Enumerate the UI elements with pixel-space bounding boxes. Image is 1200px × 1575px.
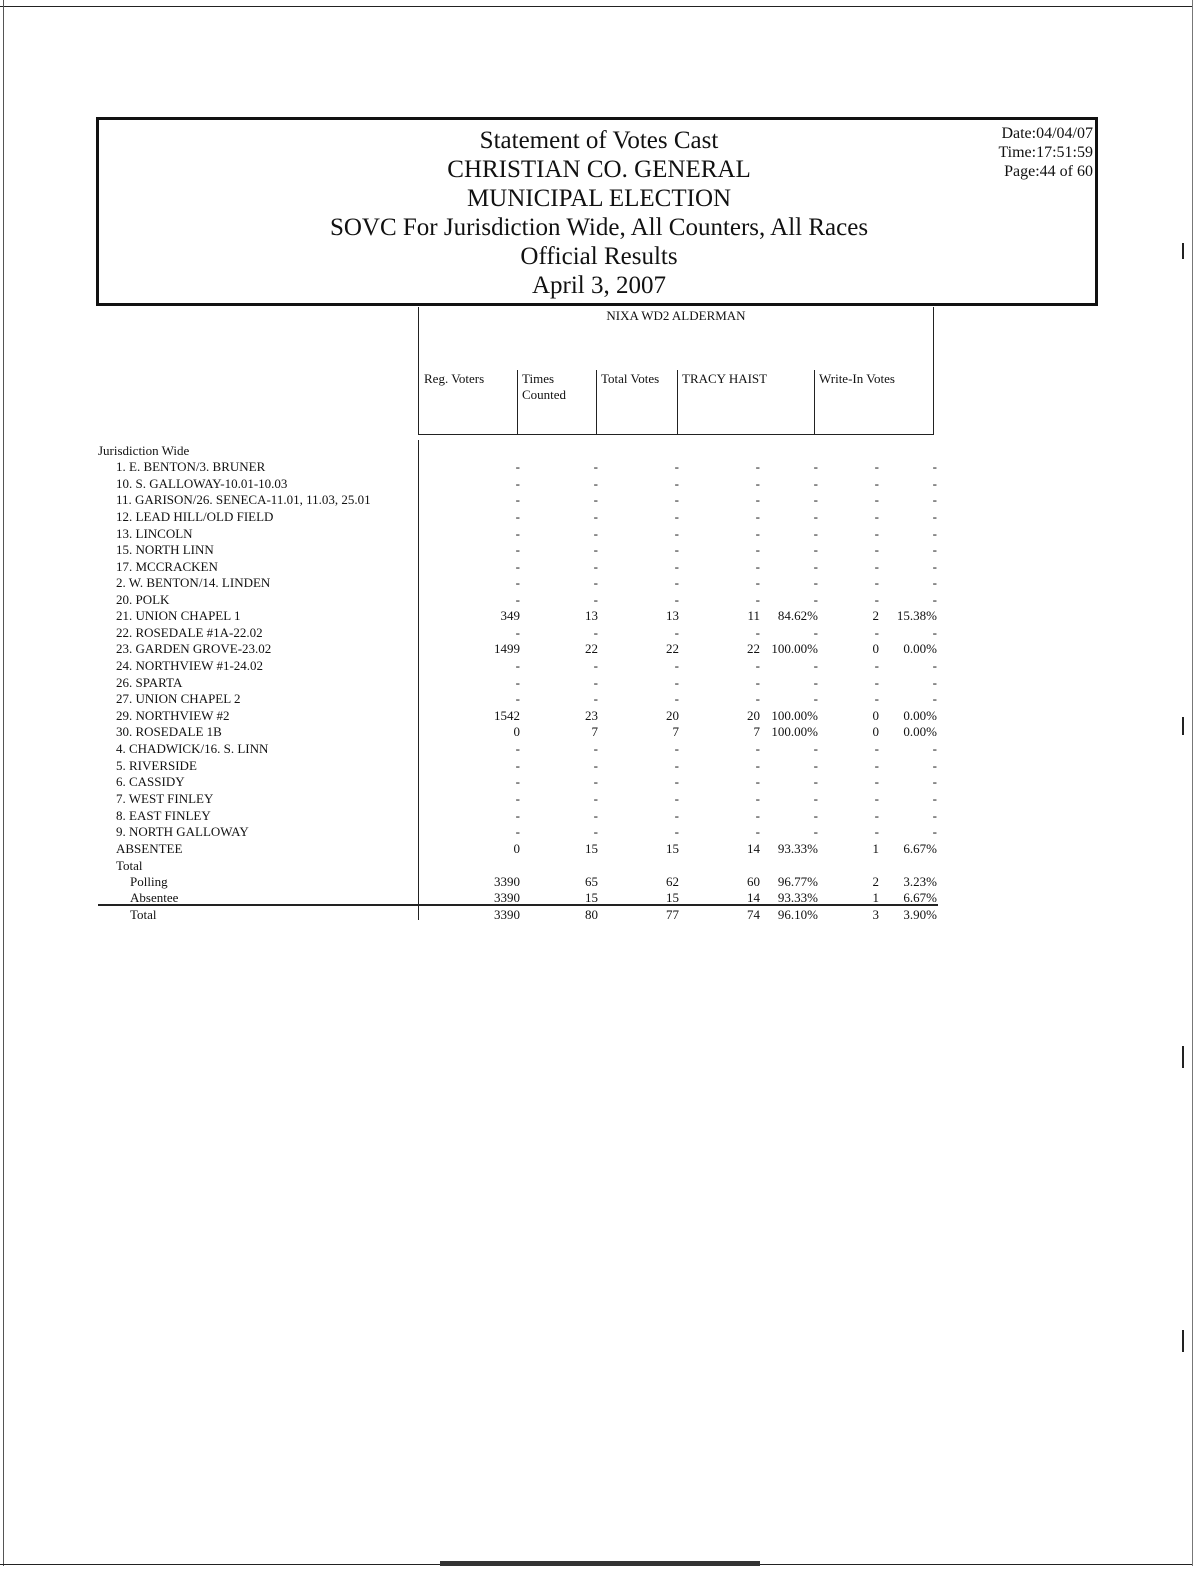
- write-in-votes-cell: -: [874, 492, 879, 507]
- write-in-votes-cell: 2: [872, 874, 879, 889]
- table-row: [0, 674, 950, 691]
- times-counted-cell: -: [593, 476, 598, 491]
- table-row: [0, 840, 950, 857]
- row-label: 17. MCCRACKEN: [116, 559, 218, 574]
- write-in-pct-cell: -: [932, 476, 937, 491]
- write-in-votes-cell: -: [874, 824, 879, 839]
- candidate-votes-cell: 22: [747, 641, 760, 656]
- reg-voters-cell: -: [515, 509, 520, 524]
- times-counted-cell: -: [593, 559, 598, 574]
- table-row: [0, 525, 950, 542]
- table-row: [0, 690, 950, 707]
- candidate-pct-cell: -: [813, 758, 818, 773]
- write-in-votes-cell: -: [874, 559, 879, 574]
- times-counted-cell: 15: [585, 890, 598, 905]
- write-in-pct-cell: -: [932, 791, 937, 806]
- title-line: Statement of Votes Cast: [479, 127, 719, 154]
- table-row: [0, 475, 950, 492]
- write-in-votes-cell: -: [874, 758, 879, 773]
- scan-mark: [1182, 717, 1184, 735]
- candidate-votes-cell: -: [755, 492, 760, 507]
- candidate-pct-cell: 84.62%: [777, 608, 818, 623]
- write-in-votes-cell: -: [874, 741, 879, 756]
- candidate-pct-cell: -: [813, 459, 818, 474]
- row-label: 29. NORTHVIEW #2: [116, 708, 230, 723]
- table-row: [0, 857, 950, 874]
- reg-voters-cell: 3390: [494, 890, 520, 905]
- row-label: 4. CHADWICK/16. S. LINN: [116, 741, 269, 756]
- scan-mark: [1182, 1046, 1184, 1068]
- candidate-votes-cell: -: [755, 808, 760, 823]
- candidate-votes-cell: -: [755, 509, 760, 524]
- reg-voters-cell: -: [515, 625, 520, 640]
- total-votes-cell: 15: [666, 890, 679, 905]
- times-counted-cell: 7: [591, 724, 598, 739]
- row-label: 13. LINCOLN: [116, 526, 193, 541]
- row-label: Total: [130, 907, 157, 922]
- total-votes-cell: 13: [666, 608, 679, 623]
- times-counted-cell: -: [593, 509, 598, 524]
- table-row: [0, 442, 950, 459]
- row-label: 24. NORTHVIEW #1-24.02: [116, 658, 264, 673]
- write-in-pct-cell: 15.38%: [896, 608, 937, 623]
- report-header: [96, 117, 1098, 306]
- title-line: MUNICIPAL ELECTION: [466, 185, 732, 212]
- report-date: Date:04/04/07: [1001, 125, 1093, 142]
- reg-voters-cell: -: [515, 791, 520, 806]
- total-votes-cell: -: [674, 559, 679, 574]
- times-counted-cell: -: [593, 592, 598, 607]
- reg-voters-cell: 1499: [494, 641, 520, 656]
- reg-voters-cell: 349: [500, 608, 520, 623]
- write-in-votes-cell: -: [874, 791, 879, 806]
- candidate-votes-cell: -: [755, 774, 760, 789]
- page-number: Page:44 of 60: [1004, 163, 1093, 180]
- table-row: [0, 591, 950, 608]
- table-row: [0, 790, 950, 807]
- reg-voters-cell: 0: [513, 841, 520, 856]
- reg-voters-cell: -: [515, 741, 520, 756]
- candidate-votes-cell: -: [755, 459, 760, 474]
- write-in-pct-cell: 0.00%: [903, 708, 937, 723]
- candidate-pct-cell: -: [813, 675, 818, 690]
- write-in-votes-cell: -: [874, 509, 879, 524]
- write-in-votes-cell: -: [874, 526, 879, 541]
- col-reg-voters: Reg. Voters: [424, 371, 485, 386]
- candidate-pct-cell: -: [813, 575, 818, 590]
- reg-voters-cell: 3390: [494, 874, 520, 889]
- write-in-votes-cell: 0: [872, 724, 879, 739]
- reg-voters-cell: -: [515, 575, 520, 590]
- write-in-pct-cell: -: [932, 559, 937, 574]
- reg-voters-cell: -: [515, 592, 520, 607]
- candidate-votes-cell: -: [755, 658, 760, 673]
- total-votes-cell: -: [674, 791, 679, 806]
- table-divider: [814, 370, 815, 434]
- total-votes-cell: -: [674, 774, 679, 789]
- report-meta: [998, 124, 1093, 181]
- write-in-pct-cell: 6.67%: [903, 890, 937, 905]
- candidate-pct-cell: 96.10%: [777, 907, 818, 922]
- candidate-votes-cell: 11: [747, 608, 760, 623]
- table-divider: [418, 307, 419, 434]
- row-label: 10. S. GALLOWAY-10.01-10.03: [116, 476, 288, 491]
- row-label: Absentee: [130, 890, 179, 905]
- reg-voters-cell: -: [515, 774, 520, 789]
- candidate-pct-cell: -: [813, 658, 818, 673]
- write-in-votes-cell: -: [874, 691, 879, 706]
- write-in-votes-cell: -: [874, 459, 879, 474]
- write-in-pct-cell: -: [932, 592, 937, 607]
- reg-voters-cell: -: [515, 808, 520, 823]
- write-in-votes-cell: -: [874, 542, 879, 557]
- table-row: [0, 558, 950, 575]
- candidate-pct-cell: -: [813, 625, 818, 640]
- write-in-pct-cell: -: [932, 824, 937, 839]
- times-counted-cell: -: [593, 658, 598, 673]
- write-in-votes-cell: 1: [872, 841, 879, 856]
- candidate-votes-cell: -: [755, 791, 760, 806]
- write-in-pct-cell: -: [932, 675, 937, 690]
- title-line: SOVC For Jurisdiction Wide, All Counters, All Races: [329, 214, 869, 241]
- times-counted-cell: -: [593, 625, 598, 640]
- times-counted-cell: -: [593, 824, 598, 839]
- candidate-pct-cell: -: [813, 774, 818, 789]
- times-counted-cell: -: [593, 526, 598, 541]
- table-row: [0, 541, 950, 558]
- row-label: 21. UNION CHAPEL 1: [116, 608, 241, 623]
- write-in-pct-cell: 0.00%: [903, 724, 937, 739]
- table-row: [0, 757, 950, 774]
- total-votes-cell: -: [674, 824, 679, 839]
- scan-mark: [1182, 243, 1184, 259]
- write-in-votes-cell: 1: [872, 890, 879, 905]
- report-time: Time:17:51:59: [998, 144, 1093, 161]
- candidate-votes-cell: -: [755, 542, 760, 557]
- candidate-votes-cell: -: [755, 526, 760, 541]
- table-row: [0, 906, 950, 923]
- table-row: [0, 624, 950, 641]
- candidate-pct-cell: 93.33%: [777, 890, 818, 905]
- write-in-pct-cell: -: [932, 509, 937, 524]
- page-border: [1192, 0, 1193, 1566]
- times-counted-cell: -: [593, 808, 598, 823]
- table-row: [0, 607, 950, 624]
- page-border: [0, 6, 1192, 7]
- table-row: [0, 657, 950, 674]
- write-in-votes-cell: -: [874, 808, 879, 823]
- candidate-pct-cell: -: [813, 808, 818, 823]
- col-times-counted: [522, 371, 566, 403]
- table-row: [0, 807, 950, 824]
- table-row: [0, 873, 950, 890]
- col-total-votes: Total Votes: [601, 371, 660, 386]
- write-in-pct-cell: -: [932, 542, 937, 557]
- write-in-pct-cell: -: [932, 658, 937, 673]
- times-counted-cell: 23: [585, 708, 598, 723]
- times-counted-cell: -: [593, 675, 598, 690]
- total-votes-cell: -: [674, 691, 679, 706]
- reg-voters-cell: 3390: [494, 907, 520, 922]
- reg-voters-cell: 1542: [494, 708, 520, 723]
- total-votes-cell: -: [674, 808, 679, 823]
- row-label: Total: [116, 858, 143, 873]
- write-in-pct-cell: 6.67%: [903, 841, 937, 856]
- row-label: 27. UNION CHAPEL 2: [116, 691, 241, 706]
- times-counted-cell: -: [593, 492, 598, 507]
- total-votes-cell: -: [674, 509, 679, 524]
- candidate-votes-cell: 60: [747, 874, 760, 889]
- candidate-votes-cell: 74: [747, 907, 760, 922]
- write-in-votes-cell: -: [874, 675, 879, 690]
- write-in-votes-cell: -: [874, 625, 879, 640]
- col-write-in: Write-In Votes: [819, 371, 895, 386]
- times-counted-cell: -: [593, 774, 598, 789]
- total-votes-cell: -: [674, 658, 679, 673]
- times-counted-cell: 15: [585, 841, 598, 856]
- total-votes-cell: -: [674, 741, 679, 756]
- table-row: [0, 508, 950, 525]
- candidate-pct-cell: 93.33%: [777, 841, 818, 856]
- write-in-votes-cell: -: [874, 476, 879, 491]
- total-votes-cell: -: [674, 575, 679, 590]
- total-votes-cell: 22: [666, 641, 679, 656]
- total-votes-cell: -: [674, 758, 679, 773]
- candidate-votes-cell: -: [755, 592, 760, 607]
- table-row: [0, 574, 950, 591]
- write-in-votes-cell: 3: [872, 907, 879, 922]
- write-in-pct-cell: -: [932, 758, 937, 773]
- write-in-pct-cell: -: [932, 741, 937, 756]
- candidate-votes-cell: -: [755, 824, 760, 839]
- candidate-votes-cell: -: [755, 575, 760, 590]
- total-votes-cell: 15: [666, 841, 679, 856]
- write-in-pct-cell: -: [932, 774, 937, 789]
- write-in-votes-cell: 0: [872, 708, 879, 723]
- reg-voters-cell: -: [515, 691, 520, 706]
- table-row: [0, 640, 950, 657]
- total-votes-cell: 20: [666, 708, 679, 723]
- candidate-pct-cell: -: [813, 542, 818, 557]
- candidate-pct-cell: -: [813, 592, 818, 607]
- reg-voters-cell: -: [515, 758, 520, 773]
- candidate-pct-cell: -: [813, 476, 818, 491]
- write-in-pct-cell: 3.90%: [903, 907, 937, 922]
- candidate-votes-cell: 14: [747, 890, 760, 905]
- race-title: NIXA WD2 ALDERMAN: [606, 308, 746, 323]
- total-votes-cell: 7: [672, 724, 679, 739]
- row-label: 26. SPARTA: [116, 675, 183, 690]
- write-in-pct-cell: -: [932, 459, 937, 474]
- candidate-pct-cell: 100.00%: [771, 724, 818, 739]
- times-counted-cell: 22: [585, 641, 598, 656]
- row-label: 22. ROSEDALE #1A-22.02: [116, 625, 263, 640]
- total-votes-cell: -: [674, 459, 679, 474]
- total-votes-cell: -: [674, 492, 679, 507]
- write-in-pct-cell: 3.23%: [903, 874, 937, 889]
- candidate-votes-cell: 14: [747, 841, 760, 856]
- candidate-votes-cell: -: [755, 741, 760, 756]
- times-counted-cell: -: [593, 691, 598, 706]
- table-row: [0, 889, 950, 906]
- reg-voters-cell: -: [515, 476, 520, 491]
- total-votes-cell: -: [674, 526, 679, 541]
- reg-voters-cell: -: [515, 559, 520, 574]
- reg-voters-cell: -: [515, 824, 520, 839]
- row-label: 15. NORTH LINN: [116, 542, 214, 557]
- row-label: 7. WEST FINLEY: [116, 791, 214, 806]
- candidate-pct-cell: -: [813, 526, 818, 541]
- table-divider: [596, 370, 597, 434]
- candidate-pct-cell: 100.00%: [771, 641, 818, 656]
- times-counted-cell: -: [593, 791, 598, 806]
- candidate-votes-cell: -: [755, 758, 760, 773]
- table-divider: [677, 370, 678, 434]
- candidate-pct-cell: -: [813, 492, 818, 507]
- total-votes-cell: 77: [666, 907, 679, 922]
- table-row: [0, 491, 950, 508]
- table-divider: [933, 307, 934, 434]
- reg-voters-cell: -: [515, 658, 520, 673]
- write-in-votes-cell: -: [874, 774, 879, 789]
- col-candidate: TRACY HAIST: [682, 371, 768, 386]
- candidate-votes-cell: -: [755, 691, 760, 706]
- times-counted-cell: -: [593, 575, 598, 590]
- row-label: Jurisdiction Wide: [98, 443, 190, 458]
- row-label: 12. LEAD HILL/OLD FIELD: [116, 509, 274, 524]
- candidate-votes-cell: 7: [753, 724, 760, 739]
- write-in-votes-cell: 2: [872, 608, 879, 623]
- candidate-pct-cell: 100.00%: [771, 708, 818, 723]
- scan-mark: [1182, 1330, 1184, 1352]
- write-in-pct-cell: -: [932, 492, 937, 507]
- table-row: [0, 823, 950, 840]
- total-votes-cell: 62: [666, 874, 679, 889]
- total-votes-cell: -: [674, 675, 679, 690]
- candidate-pct-cell: -: [813, 791, 818, 806]
- write-in-votes-cell: 0: [872, 641, 879, 656]
- report-title: [249, 126, 949, 300]
- candidate-pct-cell: -: [813, 824, 818, 839]
- candidate-pct-cell: -: [813, 741, 818, 756]
- write-in-pct-cell: 0.00%: [903, 641, 937, 656]
- reg-voters-cell: -: [515, 526, 520, 541]
- row-label: 11. GARISON/26. SENECA-11.01, 11.03, 25.01: [116, 492, 371, 507]
- times-counted-cell: -: [593, 542, 598, 557]
- title-line: Official Results: [520, 243, 678, 270]
- write-in-pct-cell: -: [932, 625, 937, 640]
- total-votes-cell: -: [674, 625, 679, 640]
- table-divider: [418, 434, 934, 435]
- row-label: 8. EAST FINLEY: [116, 808, 211, 823]
- row-label: ABSENTEE: [116, 841, 183, 856]
- table-row: [0, 458, 950, 475]
- table-row: [0, 773, 950, 790]
- total-votes-cell: -: [674, 542, 679, 557]
- row-label: 2. W. BENTON/14. LINDEN: [116, 575, 271, 590]
- row-label: 23. GARDEN GROVE-23.02: [116, 641, 272, 656]
- title-line: April 3, 2007: [531, 272, 667, 299]
- col-times-counted-line: Times: [522, 371, 555, 386]
- candidate-pct-cell: 96.77%: [777, 874, 818, 889]
- write-in-pct-cell: -: [932, 526, 937, 541]
- candidate-pct-cell: -: [813, 691, 818, 706]
- row-label: 9. NORTH GALLOWAY: [116, 824, 249, 839]
- row-label: 5. RIVERSIDE: [116, 758, 197, 773]
- reg-voters-cell: 0: [513, 724, 520, 739]
- row-label: 1. E. BENTON/3. BRUNER: [116, 459, 266, 474]
- row-label: 30. ROSEDALE 1B: [116, 724, 222, 739]
- reg-voters-cell: -: [515, 492, 520, 507]
- write-in-votes-cell: -: [874, 658, 879, 673]
- candidate-votes-cell: -: [755, 476, 760, 491]
- write-in-votes-cell: -: [874, 592, 879, 607]
- total-votes-cell: -: [674, 476, 679, 491]
- write-in-pct-cell: -: [932, 575, 937, 590]
- write-in-pct-cell: -: [932, 808, 937, 823]
- candidate-votes-cell: 20: [747, 708, 760, 723]
- times-counted-cell: -: [593, 741, 598, 756]
- candidate-votes-cell: -: [755, 625, 760, 640]
- scan-smudge: [440, 1561, 760, 1566]
- times-counted-cell: -: [593, 459, 598, 474]
- table-row: [0, 707, 950, 724]
- row-label: 20. POLK: [116, 592, 170, 607]
- candidate-votes-cell: -: [755, 675, 760, 690]
- table-divider: [517, 370, 518, 434]
- times-counted-cell: 65: [585, 874, 598, 889]
- reg-voters-cell: -: [515, 542, 520, 557]
- title-line: CHRISTIAN CO. GENERAL: [447, 156, 751, 183]
- reg-voters-cell: -: [515, 459, 520, 474]
- row-label: Polling: [130, 874, 168, 889]
- times-counted-cell: 13: [585, 608, 598, 623]
- col-times-counted-line: Counted: [522, 387, 567, 402]
- candidate-votes-cell: -: [755, 559, 760, 574]
- times-counted-cell: -: [593, 758, 598, 773]
- write-in-votes-cell: -: [874, 575, 879, 590]
- write-in-pct-cell: -: [932, 691, 937, 706]
- total-votes-cell: -: [674, 592, 679, 607]
- table-row: [0, 723, 950, 740]
- candidate-pct-cell: -: [813, 509, 818, 524]
- row-label: 6. CASSIDY: [116, 774, 185, 789]
- times-counted-cell: 80: [585, 907, 598, 922]
- table-row: [0, 740, 950, 757]
- candidate-pct-cell: -: [813, 559, 818, 574]
- reg-voters-cell: -: [515, 675, 520, 690]
